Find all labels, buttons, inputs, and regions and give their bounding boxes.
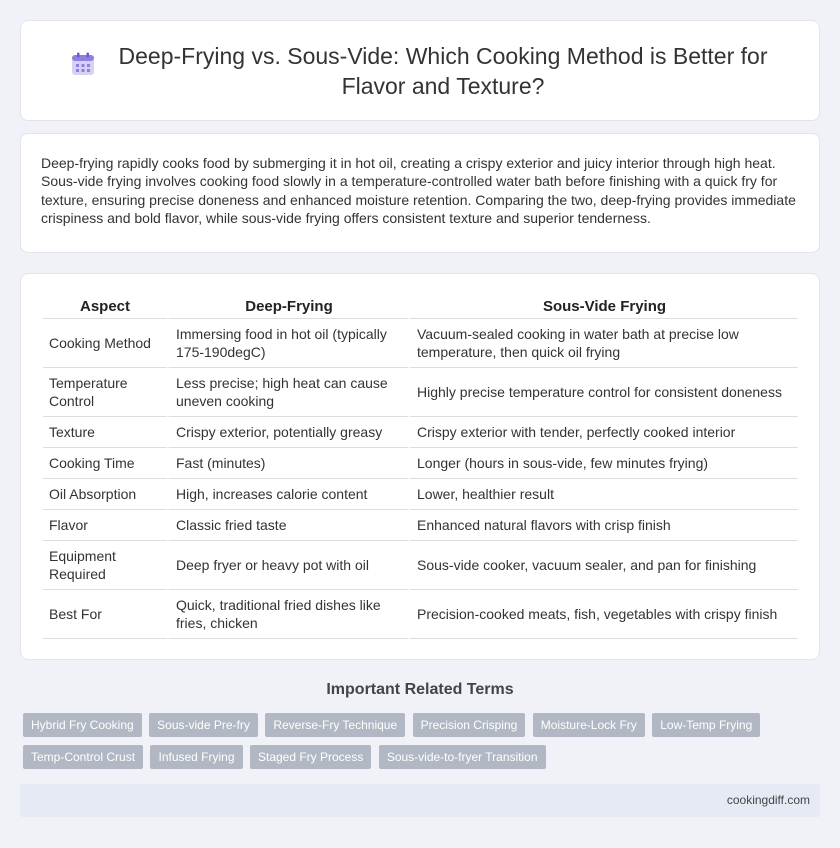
deep-frying-cell: Deep fryer or heavy pot with oil xyxy=(167,541,408,590)
tag-hybrid-fry-cooking[interactable]: Hybrid Fry Cooking xyxy=(23,713,142,737)
tag-infused-frying[interactable]: Infused Frying xyxy=(150,745,242,769)
sous-vide-cell: Crispy exterior with tender, perfectly cooked interior xyxy=(408,417,798,448)
tag-precision-crisping[interactable]: Precision Crisping xyxy=(413,713,526,737)
sous-vide-cell: Enhanced natural flavors with crisp finish xyxy=(408,510,798,541)
header-sous-vide-frying: Sous-Vide Frying xyxy=(408,294,798,319)
aspect-cell: Flavor xyxy=(43,510,167,541)
table-row xyxy=(43,448,798,479)
sous-vide-cell: Vacuum-sealed cooking in water bath at precise low temperature, then quick oil frying xyxy=(408,319,798,368)
related-terms-list xyxy=(23,713,823,777)
deep-frying-cell: Quick, traditional fried dishes like fries, chicken xyxy=(167,590,408,639)
aspect-cell: Temperature Control xyxy=(43,368,167,417)
deep-frying-cell: Less precise; high heat can cause uneven cooking xyxy=(167,368,408,417)
sous-vide-cell: Precision-cooked meats, fish, vegetables with crispy finish xyxy=(408,590,798,639)
deep-frying-cell: Fast (minutes) xyxy=(167,448,408,479)
tag-staged-fry-process[interactable]: Staged Fry Process xyxy=(250,745,371,769)
table-row xyxy=(43,417,798,448)
tag-moisture-lock-fry[interactable]: Moisture-Lock Fry xyxy=(533,713,645,737)
table-row xyxy=(43,590,798,639)
related-terms-title: Important Related Terms xyxy=(326,681,514,698)
header-card xyxy=(20,20,820,121)
aspect-cell: Texture xyxy=(43,417,167,448)
sous-vide-cell: Longer (hours in sous-vide, few minutes frying) xyxy=(408,448,798,479)
table-row xyxy=(43,368,798,417)
intro-paragraph: Deep-frying rapidly cooks food by submerging it in hot oil, creating a crispy exterior and juicy interior through high heat. Sous-vide frying involves cooking food slowly in a temperature-controlled water bath before finishing with a quick fry for texture, ensuring precise doneness and enhanced moisture retention. Comparing the two, deep-frying provides immediate crispiness and bold flavor, while sous-vide frying offers consistent texture and superior tenderness. xyxy=(41,155,796,227)
intro-card xyxy=(20,133,820,253)
header-deep-frying: Deep-Frying xyxy=(167,294,408,319)
header-aspect: Aspect xyxy=(43,294,167,319)
deep-frying-cell: Crispy exterior, potentially greasy xyxy=(167,417,408,448)
aspect-cell: Equipment Required xyxy=(43,541,167,590)
tag-low-temp-frying[interactable]: Low-Temp Frying xyxy=(652,713,760,737)
deep-frying-cell: High, increases calorie content xyxy=(167,479,408,510)
deep-frying-cell: Classic fried taste xyxy=(167,510,408,541)
comparison-card xyxy=(20,273,820,660)
aspect-cell: Oil Absorption xyxy=(43,479,167,510)
table-row xyxy=(43,479,798,510)
tag-temp-control-crust[interactable]: Temp-Control Crust xyxy=(23,745,143,769)
table-row xyxy=(43,510,798,541)
tag-sous-vide-pre-fry[interactable]: Sous-vide Pre-fry xyxy=(149,713,258,737)
table-header-row xyxy=(43,294,798,319)
tag-reverse-fry-technique[interactable]: Reverse-Fry Technique xyxy=(265,713,405,737)
aspect-cell: Cooking Method xyxy=(43,319,167,368)
sous-vide-cell: Sous-vide cooker, vacuum sealer, and pan for finishing xyxy=(408,541,798,590)
page-title: Deep-Frying vs. Sous-Vide: Which Cooking Method is Better for Flavor and Texture? xyxy=(118,42,768,99)
table-row xyxy=(43,541,798,590)
sous-vide-cell: Lower, healthier result xyxy=(408,479,798,510)
deep-frying-cell: Immersing food in hot oil (typically 175-190degC) xyxy=(167,319,408,368)
footer xyxy=(20,784,820,817)
aspect-cell: Best For xyxy=(43,590,167,639)
calendar-icon xyxy=(70,51,96,77)
sous-vide-cell: Highly precise temperature control for consistent doneness xyxy=(408,368,798,417)
footer-site-link[interactable]: cookingdiff.com xyxy=(726,793,810,807)
table-row xyxy=(43,319,798,368)
comparison-table xyxy=(43,294,798,639)
aspect-cell: Cooking Time xyxy=(43,448,167,479)
tag-sous-vide-to-fryer-transition[interactable]: Sous-vide-to-fryer Transition xyxy=(379,745,546,769)
